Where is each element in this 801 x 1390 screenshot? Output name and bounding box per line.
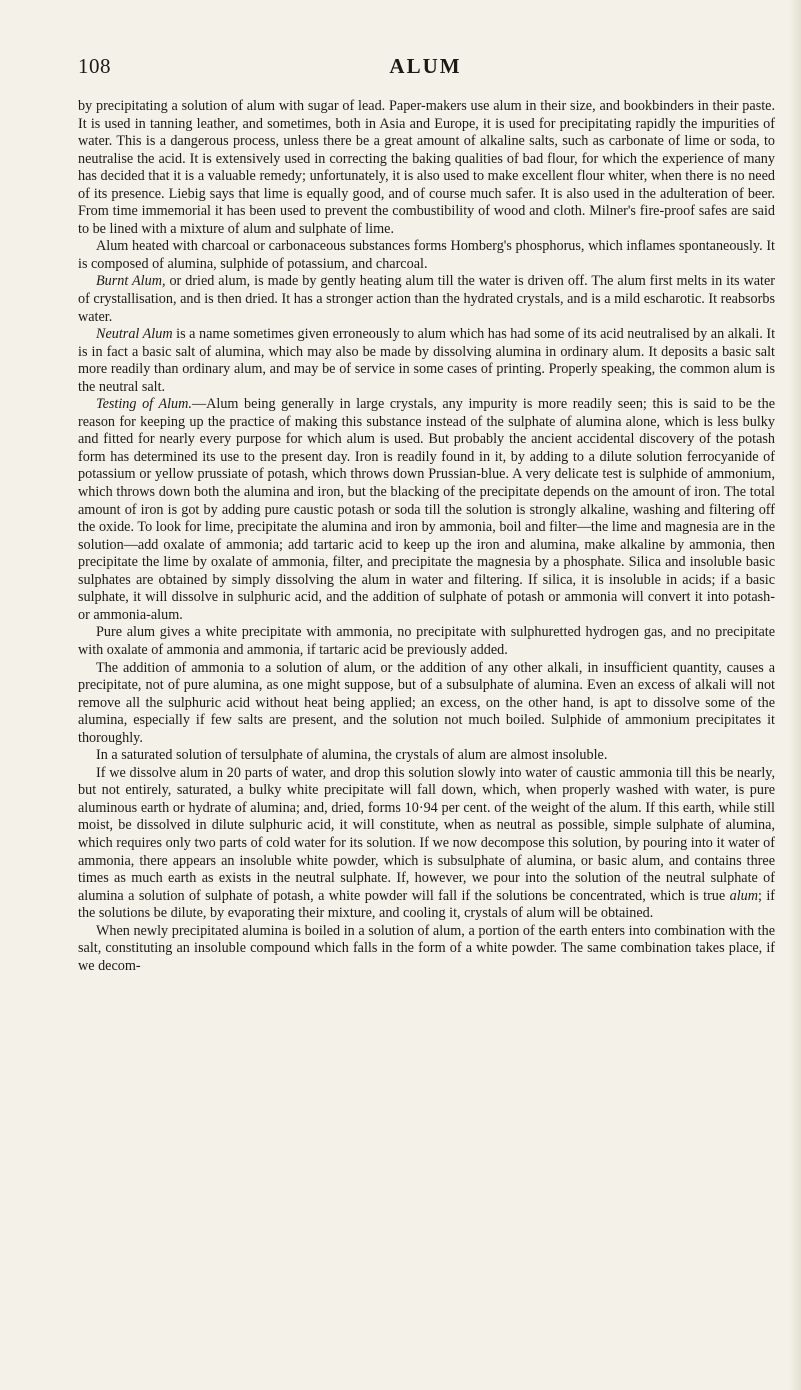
italic-word: alum	[729, 887, 758, 904]
run-in-heading: Neutral Alum	[96, 326, 173, 343]
paragraph-newly-precipitated	[78, 923, 775, 976]
paragraph-text: by precipitating a solution of alum with sugar of lead. Paper-makers use alum in their size, and bookbinders in their paste. It is used in tanning leather, and sometimes, both in Asia and Europe, it is used for precipitating rapidly the impurities of water. This is a dangerous process, unless there be a great amount of alkaline salts, such as carbonate of lime or soda, to neutralise the acid. It is extensively used in correcting the baking qualities of bad flour, for which the experience of many has decided that it is a valuable remedy; unfortunately, it is also used to make excellent flour whiter, when there is no need of its presence. Liebig says that lime is equally good, and of course much safer. It is also used in the adulteration of beer. From time immemorial it has been used to prevent the combustibility of wood and cloth. Milner's fire-proof safes are said to be lined with a mixture of alum and sulphate of lime.	[78, 98, 775, 237]
paragraph-text: or dried alum, is made by gently heating alum till the water is driven off. The alum first melts in its water of crystallisation, and is then dried. It has a stronger action than the hydrated crystals, and is a mild escharotic. It reabsorbs water.	[78, 273, 775, 325]
paragraph-dissolve-alum	[78, 765, 775, 923]
paragraph-text: Pure alum gives a white precipitate with ammonia, no precipitate with sulphuretted hydrogen gas, and no precipitate with oxalate of ammonia and ammonia, if tartaric acid be previously added.	[78, 624, 775, 658]
paragraph-continued	[78, 98, 775, 238]
page-edge-shadow	[789, 0, 801, 1390]
paragraph-text: —Alum being generally in large crystals, any impurity is more readily seen; this is said to be the reason for keeping up the practice of making this substance instead of the sulphate of alumina alone, which is less bulky and fitted for nearly every purpose for which alum is used. But probably the ancient accidental discovery of the potash form has determined its use to the present day. Iron is readily found in it, by adding to a dilute solution ferrocyanide of potassium or yellow prussiate of potash, which throws down Prussian-blue. A very delicate test is sulphide of ammonium, which throws down both the alumina and iron, but the blacking of the precipitate depends on the amount of iron. The total amount of iron is got by adding pure caustic potash or soda till the solution is strongly alkaline, washing and filtering off the oxide. To look for lime, precipitate the alumina and iron by ammonia, boil and filter—the lime and magnesia are in the solution—add oxalate of ammonia; add tartaric acid to keep up the iron and alumina, make alkaline by ammonia, then precipitate the lime by oxalate of ammonia, filter, and precipitate the magnesia by a phosphate. Silica and insoluble basic sulphates are obtained by simply dissolving the alum in water and filtering. If silica, it is insoluble in acids; if a basic sulphate, it will dissolve in sulphuric acid, and the addition of sulphate of potash or ammonia will convert it into potash- or ammonia-alum.	[78, 396, 776, 623]
paragraph-neutral-alum	[78, 326, 775, 396]
paragraph-ammonia-addition	[78, 660, 775, 748]
paragraph-text: is a name sometimes given erroneously to alum which has had some of its acid neutralised by an alkali. It is in fact a basic salt of alumina, which may also be made by dissolving alumina in ordinary alum. It deposits a basic salt more readily than ordinary alum, and may be of service in some cases of printing. Properly speaking, the common alum is the neutral salt.	[78, 326, 776, 395]
running-head: ALUM	[389, 54, 462, 78]
run-in-heading: Testing of Alum.	[96, 396, 192, 413]
run-in-heading: Burnt Alum,	[96, 273, 166, 290]
paragraph-text: ; if the solutions be dilute, by evaporating their mixture, and cooling it, crystals of alum will be obtained.	[78, 887, 776, 922]
paragraph-text: Alum heated with charcoal or carbonaceous substances forms Homberg's phosphorus, which inflames spontaneously. It is composed of alumina, sulphide of potassium, and charcoal.	[78, 238, 775, 272]
paragraph-text: If we dissolve alum in 20 parts of water, and drop this solution slowly into water of caustic ammonia till this be nearly, but not entirely, saturated, a bulky white precipitate will fall down, which, when properly washed with water, is pure aluminous earth or hydrate of alumina; and, dried, forms 10·94 per cent. of the weight of the alum. If this earth, while still moist, be dissolved in dilute sulphuric acid, it will constitute, when as neutral as possible, simple sulphate of alumina, which requires only two parts of cold water for its solution. If we now decompose this solution, by pouring into it water of ammonia, there appears an insoluble white powder, which is subsulphate of alumina, or basic alum, and contains three times as much earth as exists in the neutral sulphate. If, however, we pour into the solution of the neutral sulphate of alumina a solution of sulphate of potash, a white powder will fall if the solutions be concentrated, which is true	[78, 764, 775, 904]
paragraph-text: In a saturated solution of tersulphate of alumina, the crystals of alum are almost insoluble.	[96, 747, 608, 764]
paragraph-text: When newly precipitated alumina is boiled in a solution of alum, a portion of the earth enters into combination with the salt, constituting an insoluble compound which falls in the form of a white powder. The same combination takes place, if we decom-	[78, 922, 775, 974]
page-number: 108	[78, 54, 111, 78]
body-text	[78, 98, 775, 975]
paragraph-burnt-alum	[78, 273, 775, 326]
paragraph-testing-of-alum	[78, 396, 775, 624]
paragraph-homberg	[78, 238, 775, 273]
page-header	[78, 54, 773, 80]
paragraph-pure-alum	[78, 624, 775, 659]
paragraph-tersulphate	[78, 747, 775, 765]
paragraph-text: The addition of ammonia to a solution of alum, or the addition of any other alkali, in insufficient quantity, causes a precipitate, not of pure alumina, as one might suppose, but of a subsulphate of alumina. Even an excess of alkali will not remove all the sulphuric acid without heat being applied; an excess, on the other hand, is apt to dissolve some of the alumina, especially if few salts are present, and the solution not much boiled. Sulphide of ammonium precipitates it thoroughly.	[78, 659, 775, 746]
